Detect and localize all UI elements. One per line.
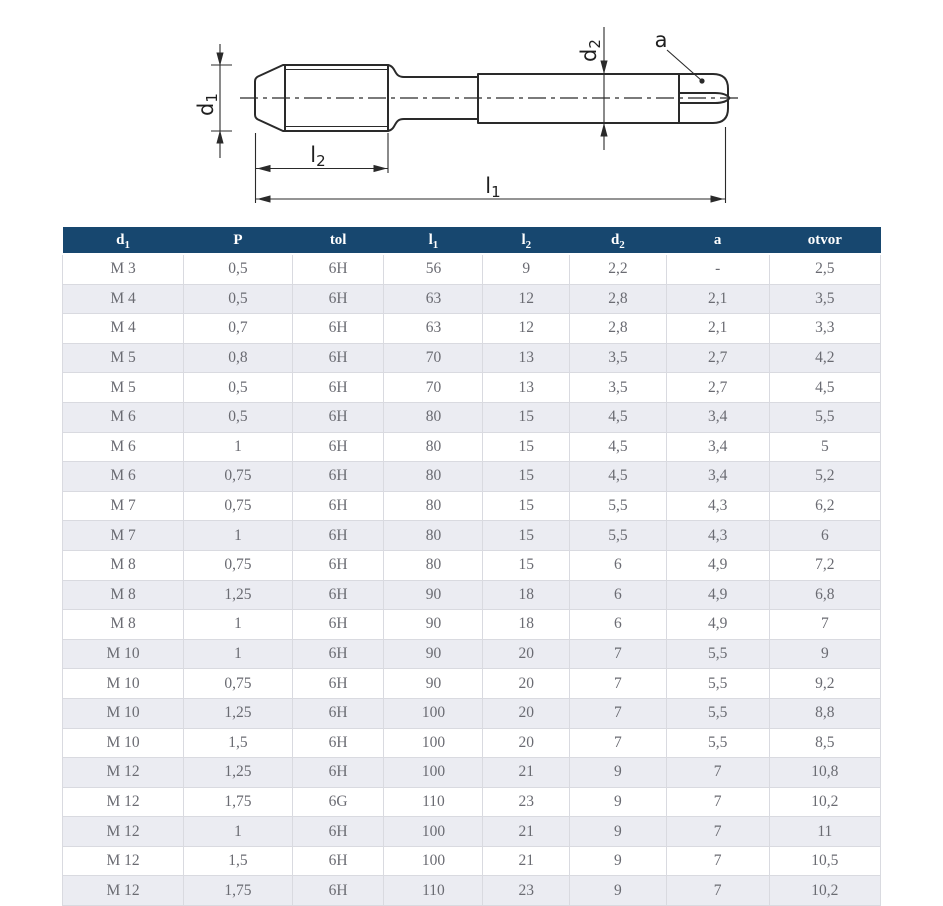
table-cell: 5,5: [666, 698, 769, 728]
table-cell: 6H: [292, 521, 384, 551]
table-row: [63, 550, 881, 580]
table-cell: 6H: [292, 698, 384, 728]
table-row: [63, 787, 881, 817]
table-cell: 6H: [292, 758, 384, 788]
table-cell: 1,25: [184, 758, 293, 788]
table-cell: 9,2: [769, 669, 880, 699]
table-cell: M 5: [63, 373, 184, 403]
table-cell: 6H: [292, 462, 384, 492]
table-row: [63, 462, 881, 492]
table-cell: 0,5: [184, 254, 293, 284]
table-cell: 7: [570, 728, 667, 758]
table-cell: 21: [483, 846, 570, 876]
table-cell: M 5: [63, 343, 184, 373]
table-header-row: [63, 227, 881, 254]
table-row: [63, 639, 881, 669]
table-cell: 4,9: [666, 610, 769, 640]
table-cell: 6H: [292, 669, 384, 699]
table-cell: 6H: [292, 580, 384, 610]
dim-label-a: a: [654, 28, 668, 52]
table-cell: 80: [384, 521, 483, 551]
dim-label-d1: d1: [194, 93, 221, 116]
table-cell: 6H: [292, 639, 384, 669]
column-header-d2: $d_2$: [570, 227, 667, 254]
table-row: [63, 728, 881, 758]
table-cell: 9: [570, 787, 667, 817]
table-cell: 2,8: [570, 314, 667, 344]
dimension-d1: [194, 44, 232, 158]
table-cell: 1,75: [184, 876, 293, 906]
table-cell: 18: [483, 610, 570, 640]
table-cell: M 12: [63, 817, 184, 847]
table-row: [63, 402, 881, 432]
table-cell: 9: [769, 639, 880, 669]
table-cell: 90: [384, 610, 483, 640]
table-cell: 1,25: [184, 580, 293, 610]
table-cell: 2,2: [570, 254, 667, 284]
table-cell: 15: [483, 521, 570, 551]
table-cell: 12: [483, 284, 570, 314]
table-cell: 6H: [292, 728, 384, 758]
table-cell: 0,75: [184, 491, 293, 521]
table-body: [63, 254, 881, 906]
table-cell: M 3: [63, 254, 184, 284]
table-cell: 3,3: [769, 314, 880, 344]
table-cell: 2,8: [570, 284, 667, 314]
table-row: [63, 284, 881, 314]
table-cell: M 12: [63, 758, 184, 788]
dim-label-l2: l2: [310, 143, 326, 170]
table-cell: M 4: [63, 284, 184, 314]
table-row: [63, 876, 881, 906]
table-cell: 110: [384, 876, 483, 906]
table-cell: M 8: [63, 550, 184, 580]
table-cell: 23: [483, 876, 570, 906]
table-cell: 7,2: [769, 550, 880, 580]
table-row: [63, 698, 881, 728]
table-row: [63, 521, 881, 551]
table-cell: M 7: [63, 521, 184, 551]
table-cell: 3,4: [666, 432, 769, 462]
table-cell: 0,5: [184, 284, 293, 314]
table-cell: 6H: [292, 491, 384, 521]
table-cell: 7: [666, 758, 769, 788]
table-cell: 6: [570, 580, 667, 610]
table-cell: 15: [483, 402, 570, 432]
table-cell: 9: [570, 758, 667, 788]
table-cell: 90: [384, 639, 483, 669]
table-cell: 6H: [292, 432, 384, 462]
table-cell: 9: [570, 846, 667, 876]
column-header-p: P: [184, 227, 293, 254]
column-header-tol: tol: [292, 227, 384, 254]
table-cell: 80: [384, 432, 483, 462]
table-cell: M 6: [63, 462, 184, 492]
table-cell: 3,4: [666, 462, 769, 492]
table-cell: 7: [666, 876, 769, 906]
table-cell: 15: [483, 462, 570, 492]
table-row: [63, 491, 881, 521]
table-cell: 56: [384, 254, 483, 284]
table-cell: 4,3: [666, 521, 769, 551]
table-cell: 21: [483, 758, 570, 788]
table-cell: M 8: [63, 610, 184, 640]
table-cell: 6G: [292, 787, 384, 817]
table-row: [63, 610, 881, 640]
table-cell: M 10: [63, 698, 184, 728]
table-cell: 4,9: [666, 580, 769, 610]
table-cell: M 7: [63, 491, 184, 521]
table-cell: M 12: [63, 787, 184, 817]
table-cell: 2,7: [666, 373, 769, 403]
table-row: [63, 343, 881, 373]
table-cell: 10,8: [769, 758, 880, 788]
dimension-l2: [256, 133, 389, 203]
table-cell: 5,5: [666, 639, 769, 669]
table-cell: 6H: [292, 817, 384, 847]
table-cell: 1,5: [184, 728, 293, 758]
table-cell: 6H: [292, 846, 384, 876]
table-cell: 1,5: [184, 846, 293, 876]
table-cell: 5: [769, 432, 880, 462]
table-row: [63, 254, 881, 284]
table-cell: 0,5: [184, 402, 293, 432]
table-cell: 8,8: [769, 698, 880, 728]
column-header-l1: $l_1$: [384, 227, 483, 254]
table-cell: 10,5: [769, 846, 880, 876]
table-cell: 12: [483, 314, 570, 344]
table-cell: 110: [384, 787, 483, 817]
table-cell: 3,5: [570, 373, 667, 403]
table-cell: 0,75: [184, 669, 293, 699]
table-cell: 5,5: [769, 402, 880, 432]
dim-label-l1: l1: [485, 174, 501, 201]
table-cell: 7: [666, 817, 769, 847]
table-row: [63, 817, 881, 847]
table-cell: 6H: [292, 314, 384, 344]
table-cell: 80: [384, 550, 483, 580]
table-cell: 1: [184, 432, 293, 462]
table-cell: 5,5: [666, 728, 769, 758]
table-cell: 6H: [292, 610, 384, 640]
table-cell: 18: [483, 580, 570, 610]
column-header-a: a: [666, 227, 769, 254]
table-cell: 1: [184, 521, 293, 551]
table-cell: 15: [483, 550, 570, 580]
table-cell: 6: [769, 521, 880, 551]
table-cell: 3,4: [666, 402, 769, 432]
table-cell: 100: [384, 758, 483, 788]
table-cell: 13: [483, 373, 570, 403]
table-cell: M 10: [63, 639, 184, 669]
table-cell: 4,3: [666, 491, 769, 521]
table-cell: 7: [570, 669, 667, 699]
table-cell: 2,5: [769, 254, 880, 284]
table-cell: 0,5: [184, 373, 293, 403]
table-row: [63, 758, 881, 788]
table-cell: 1: [184, 817, 293, 847]
column-header-otvor: otvor: [769, 227, 880, 254]
table-cell: 5,2: [769, 462, 880, 492]
table-cell: 5,5: [666, 669, 769, 699]
table-cell: 90: [384, 580, 483, 610]
table-cell: 6,2: [769, 491, 880, 521]
table-cell: 7: [666, 787, 769, 817]
table-cell: 4,9: [666, 550, 769, 580]
table-cell: 15: [483, 432, 570, 462]
table-cell: -: [666, 254, 769, 284]
table-cell: 20: [483, 698, 570, 728]
table-cell: 63: [384, 314, 483, 344]
table-cell: 90: [384, 669, 483, 699]
table-cell: 100: [384, 817, 483, 847]
table-cell: 20: [483, 639, 570, 669]
table-cell: 80: [384, 402, 483, 432]
table-cell: 100: [384, 728, 483, 758]
table-cell: 3,5: [570, 343, 667, 373]
table-cell: 5,5: [570, 491, 667, 521]
table-cell: 11: [769, 817, 880, 847]
table-cell: 6H: [292, 876, 384, 906]
table-cell: 100: [384, 698, 483, 728]
table-cell: 6: [570, 550, 667, 580]
table-cell: 1: [184, 610, 293, 640]
table-cell: 8,5: [769, 728, 880, 758]
table-cell: 7: [570, 698, 667, 728]
table-cell: 6H: [292, 550, 384, 580]
table-cell: 6H: [292, 343, 384, 373]
table-cell: 7: [570, 639, 667, 669]
table-cell: 1: [184, 639, 293, 669]
table-cell: 6H: [292, 373, 384, 403]
table-cell: 9: [483, 254, 570, 284]
table-row: [63, 846, 881, 876]
table-cell: 6,8: [769, 580, 880, 610]
table-cell: M 8: [63, 580, 184, 610]
table-cell: 80: [384, 462, 483, 492]
table-cell: 70: [384, 373, 483, 403]
table-cell: 4,5: [570, 402, 667, 432]
table-cell: 6: [570, 610, 667, 640]
dim-label-d2: d2: [577, 39, 604, 62]
table-cell: 23: [483, 787, 570, 817]
table-cell: 6H: [292, 284, 384, 314]
table-row: [63, 373, 881, 403]
table-cell: M 10: [63, 669, 184, 699]
dimensions-table: [62, 227, 881, 906]
table-cell: M 6: [63, 432, 184, 462]
table-cell: 6H: [292, 254, 384, 284]
table-cell: 10,2: [769, 876, 880, 906]
table-cell: 3,5: [769, 284, 880, 314]
table-cell: 1,75: [184, 787, 293, 817]
table-cell: 9: [570, 817, 667, 847]
table-cell: M 6: [63, 402, 184, 432]
table-cell: 9: [570, 876, 667, 906]
table-cell: 4,2: [769, 343, 880, 373]
table-cell: 70: [384, 343, 483, 373]
table-cell: 6H: [292, 402, 384, 432]
table-cell: 2,7: [666, 343, 769, 373]
table-cell: 4,5: [570, 462, 667, 492]
tap-technical-drawing: [0, 0, 943, 224]
table-cell: 10,2: [769, 787, 880, 817]
table-cell: 0,7: [184, 314, 293, 344]
table-cell: M 12: [63, 846, 184, 876]
table-cell: 4,5: [570, 432, 667, 462]
column-header-d1: $d_1$: [63, 227, 184, 254]
table-cell: 7: [666, 846, 769, 876]
table-cell: 5,5: [570, 521, 667, 551]
table-cell: 100: [384, 846, 483, 876]
table-row: [63, 669, 881, 699]
table-cell: 0,8: [184, 343, 293, 373]
table-row: [63, 314, 881, 344]
table-cell: M 10: [63, 728, 184, 758]
table-cell: 63: [384, 284, 483, 314]
table-cell: M 12: [63, 876, 184, 906]
table-cell: 0,75: [184, 462, 293, 492]
table-cell: 13: [483, 343, 570, 373]
table-cell: 20: [483, 669, 570, 699]
table-cell: 15: [483, 491, 570, 521]
dimension-l1: [256, 127, 726, 203]
table-row: [63, 580, 881, 610]
table-cell: 2,1: [666, 314, 769, 344]
table-cell: 7: [769, 610, 880, 640]
column-header-l2: $l_2$: [483, 227, 570, 254]
table-cell: 2,1: [666, 284, 769, 314]
table-row: [63, 432, 881, 462]
table-cell: 1,25: [184, 698, 293, 728]
table-cell: 20: [483, 728, 570, 758]
table-cell: 80: [384, 491, 483, 521]
table-cell: 0,75: [184, 550, 293, 580]
table-cell: M 4: [63, 314, 184, 344]
table-cell: 4,5: [769, 373, 880, 403]
table-cell: 21: [483, 817, 570, 847]
